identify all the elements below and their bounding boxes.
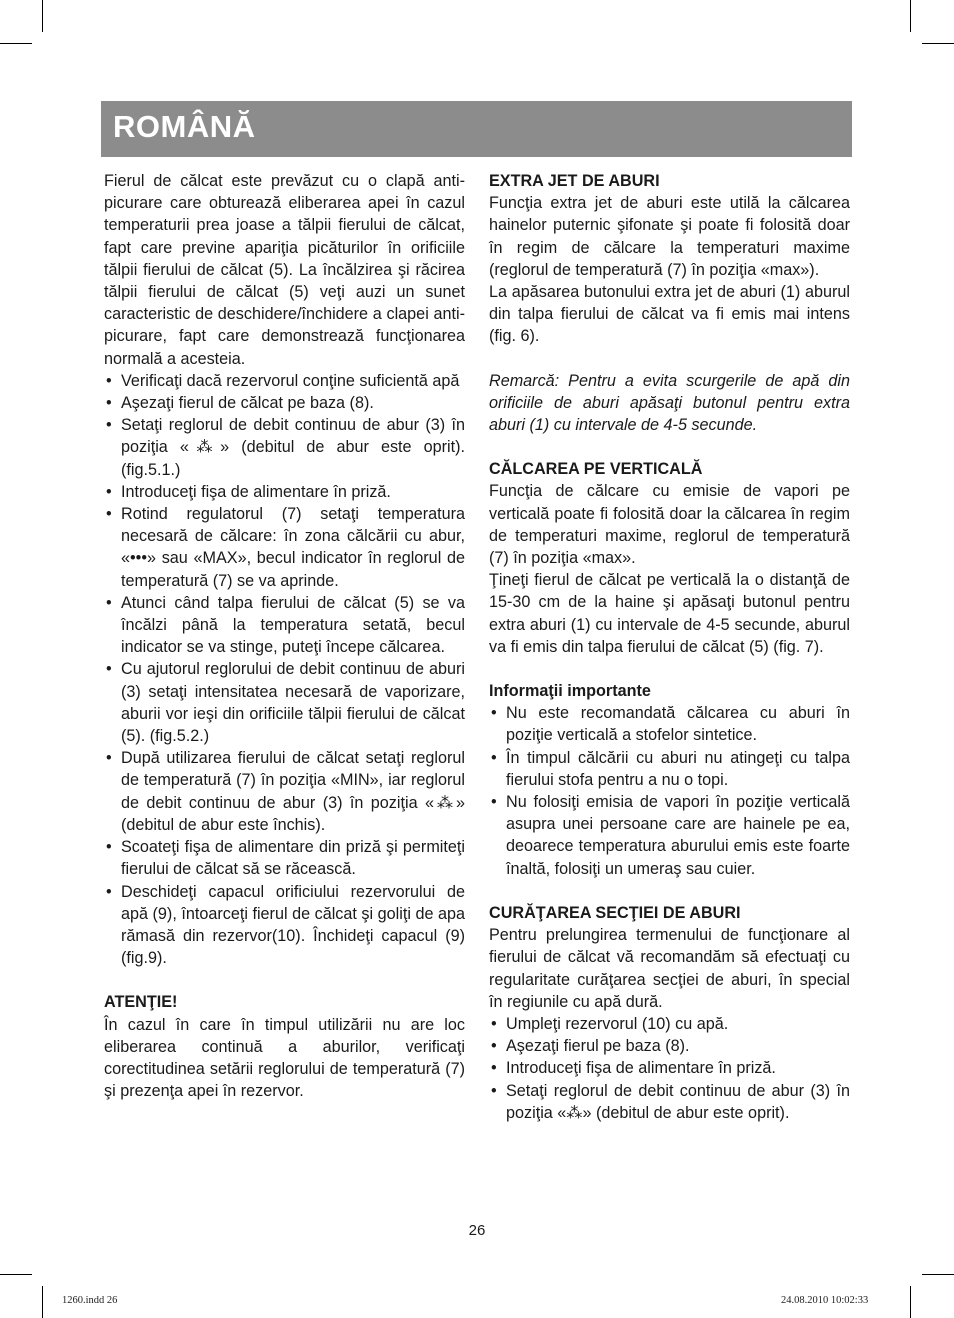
spacer (489, 348, 850, 370)
list-item: • Umpleţi rezervorul (10) cu apă. (489, 1013, 850, 1035)
list-item: • Scoateţi fişa de alimentare din priză şi permiteţi fierului de călcat să se răcească. (104, 836, 465, 880)
list-item: • Cu ajutorul reglorului de debit continuu de aburi (3) setaţi intensitatea necesară de vaporizare, aburii vor ieşi din orificiile tălpii fierului de călcat (5). (fig.5.2.) (104, 658, 465, 747)
extra-jet-heading: EXTRA JET DE ABURI (489, 172, 660, 190)
warning-paragraph: În cazul în care în timpul utilizării nu are loc eliberarea continuă a aburilor, verificaţi corectitudinea setării reglorului de temperatură (7) şi prezenţa apei în rezervor. (104, 1015, 465, 1101)
cleaning-list (489, 1013, 850, 1124)
crop-mark (922, 43, 954, 44)
list-item: • După utilizarea fierului de călcat setaţi reglorul de temperatură (7) în poziţia «MIN», iar reglorul de debit continuu de abur (3) în poziţia «⁂» (debitul de abur este închis). (104, 747, 465, 836)
info-heading: Informaţii importante (489, 682, 651, 701)
spacer (489, 880, 850, 902)
list-item: • Introduceţi fişa de alimentare în priză. (104, 481, 465, 503)
intro-paragraph: Fierul de călcat este prevăzut cu o clapă anti-picurare care obturează eliberarea apei în cazul temperaturii prea joase a tălpii fierului de călcat, fapt care previne apariţia picăturilor în orificiile tălpii fierului de călcat (5). La încălzirea şi răcirea tălpii fierului de călcat (5) veţi auzi un sunet caracteristic de deschidere/închidere a clapei anti-picurare, fapt care demonstrează funcţionarea normală a acesteia. (104, 172, 465, 368)
vertical-paragraph: Funcţia de călcare cu emisie de vapori pe verticală poate fi folosită doar la călcarea în regim de temperaturi maxime, reglorul de temperatură (7) în poziţia «max». (489, 482, 850, 568)
page-number: 26 (468, 1222, 486, 1239)
crop-mark (922, 1274, 954, 1275)
cleaning-paragraph: Pentru prelungirea termenului de funcţionare al fierului de călcat vă recomandăm să efectuaţi cu regularitate curăţarea secţiei de aburi, în special în regiunile cu apă dură. (489, 926, 850, 1011)
remark-note: Remarcă: Pentru a evita scurgerile de apă din orificiile de aburi apăsaţi butonul pentru extra aburi (1) cu intervale de 4-5 secunde. (489, 371, 850, 435)
steps-list (104, 370, 465, 969)
crop-mark (42, 1286, 43, 1318)
footer-file-info: 1260.indd 26 (62, 1295, 118, 1306)
list-item: • Verificaţi dacă rezervorul conţine suficientă apă (104, 370, 465, 392)
info-list (489, 702, 850, 880)
crop-mark (910, 0, 911, 32)
extra-jet-paragraph: Funcţia extra jet de aburi este utilă la călcarea hainelor puternic şifonate şi poate fi folosită doar în regim de călcare la temperaturi maxime (reglorul de temperatură (7) în poziţia «max»). (489, 194, 850, 279)
page-title: ROMÂNĂ (113, 109, 256, 144)
crop-mark (910, 1286, 911, 1318)
vertical-heading: CĂLCAREA PE VERTICALĂ (489, 460, 703, 479)
footer-date-info: 24.08.2010 10:02:33 (781, 1295, 869, 1306)
vertical-paragraph: Ţineţi fierul de călcat pe verticală la o distanţă de 15-30 cm de la haine şi apăsaţi butonul pentru extra aburi (1) cu intervale de 4-5 secunde, aburul va fi emis din talpa fierului de călcat (5) (fig. 7). (489, 571, 850, 656)
spacer (104, 969, 465, 991)
spacer (489, 658, 850, 680)
crop-mark (0, 1274, 32, 1275)
cleaning-heading: CURĂŢAREA SECŢIEI DE ABURI (489, 903, 741, 922)
right-column (489, 170, 850, 1124)
crop-mark (42, 0, 43, 32)
list-item: • Nu folosiţi emisia de vapori în poziţie verticală asupra unei persoane care are hainele pe ea, deoarece temperatura aburului emis este foarte înaltă, folosiţi un umeraş sau cuier. (489, 791, 850, 880)
list-item: • Atunci când talpa fierului de călcat (5) se va încălzi până la temperatura setată, becul indicator se va stinge, puteţi începe călcarea. (104, 592, 465, 659)
list-item: • Introduceţi fişa de alimentare în priză. (489, 1057, 850, 1079)
spacer (489, 436, 850, 458)
crop-mark (0, 43, 32, 44)
left-column (104, 170, 465, 1102)
extra-jet-paragraph: La apăsarea butonului extra jet de aburi (1) aburul din talpa fierului de călcat va fi emis mai intens (fig. 6). (489, 283, 850, 346)
list-item: • Aşezaţi fierul pe baza (8). (489, 1035, 850, 1057)
list-item: • Setaţi reglorul de debit continuu de abur (3) în poziţia «⁂» (debitul de abur este oprit). (fig.5.1.) (104, 414, 465, 481)
list-item: • Setaţi reglorul de debit continuu de abur (3) în poziţia «⁂» (debitul de abur este oprit). (489, 1080, 850, 1124)
list-item: • Aşezaţi fierul de călcat pe baza (8). (104, 392, 465, 414)
list-item: • Nu este recomandată călcarea cu aburi în poziţie verticală a stofelor sintetice. (489, 702, 850, 746)
list-item: • Rotind regulatorul (7) setaţi temperatura necesară de călcare: în zona călcării cu abur, «•••» sau «MAX», becul indicator în reglorul de temperatură (7) se va aprinde. (104, 503, 465, 592)
list-item: • În timpul călcării cu aburi nu atingeţi cu talpa fierului stofa pentru a nu o topi. (489, 747, 850, 791)
section-header (101, 101, 852, 157)
list-item: • Deschideţi capacul orificiului rezervorului de apă (9), întoarceţi fierul de călcat şi goliţi de apa rămasă din rezervor(10). Închideţi capacul (9) (fig.9). (104, 881, 465, 970)
warning-heading: ATENŢIE! (104, 993, 178, 1012)
